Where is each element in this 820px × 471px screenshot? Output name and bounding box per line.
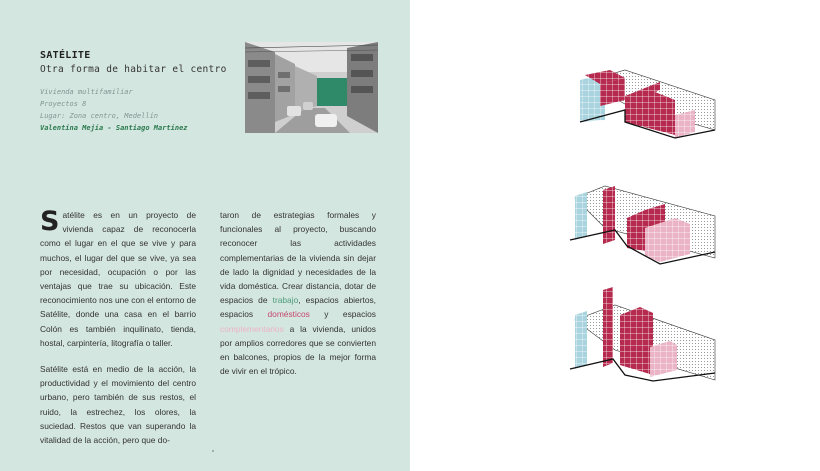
- course-name: Proyectos 8: [40, 100, 87, 108]
- highlight-domesticos: domésticos: [267, 309, 310, 320]
- paragraph-2: Satélite está en medio de la acción, la productividad y el movimiento del centro urbano, pero también de sus restos, el ruido, la estrechez, los olores, la suciedad. Restos que van superando la vitalidad de la acción, pero que do-: [40, 364, 196, 446]
- axonometric-diagram-3: [565, 285, 735, 390]
- project-type: Vivienda multifamiliar: [40, 88, 133, 96]
- axonometric-diagram-1: [565, 60, 735, 150]
- page-subtitle: Otra forma de habitar el centro: [40, 64, 227, 75]
- project-authors: Valentina Mejía - Santiago Martínez: [40, 124, 188, 132]
- paragraph-1: Satélite es en un proyecto de vivienda capaz de reconocerla como el lugar en el que se vive y para muchos, el lugar del que se vive, ya sea por necesidad, ocupación o por las ventajas que trae su ubicación. Este reconocimiento nos une con el entorno de Satélite, donde una casa en el barrio Colón es también inquilinato, tienda, hostal, carpintería, litografía o taller.: [40, 206, 196, 348]
- street-photo-illustration: [245, 42, 378, 133]
- paragraph-3: taron de estrategias formales y funcionales al proyecto, buscando reconocer las actividades complementarias de la vivienda sin dejar de lado la dignidad y necesidades de la vida doméstica. Crear distancia, dotar de espacios de trabajo, espacios abiertos, espacios domésticos y espacios complementarios a la vivienda, unidos por amplios corredores que se convierten en balcones, propios de la mejor forma de vivir en el trópico.: [220, 210, 376, 377]
- highlight-trabajo: trabajo: [272, 295, 299, 306]
- page-title: SATÉLITE: [40, 50, 91, 61]
- axonometric-diagram-2: [565, 178, 735, 278]
- highlight-complementarios: complementarios: [220, 323, 284, 334]
- body-column-1: [40, 208, 196, 459]
- project-location: Lugar: Zona centro, Medellín: [40, 112, 159, 120]
- body-column-2: [220, 208, 376, 390]
- street-photo: [245, 42, 378, 133]
- dropcap: S: [40, 206, 60, 237]
- page-marker: [212, 450, 214, 452]
